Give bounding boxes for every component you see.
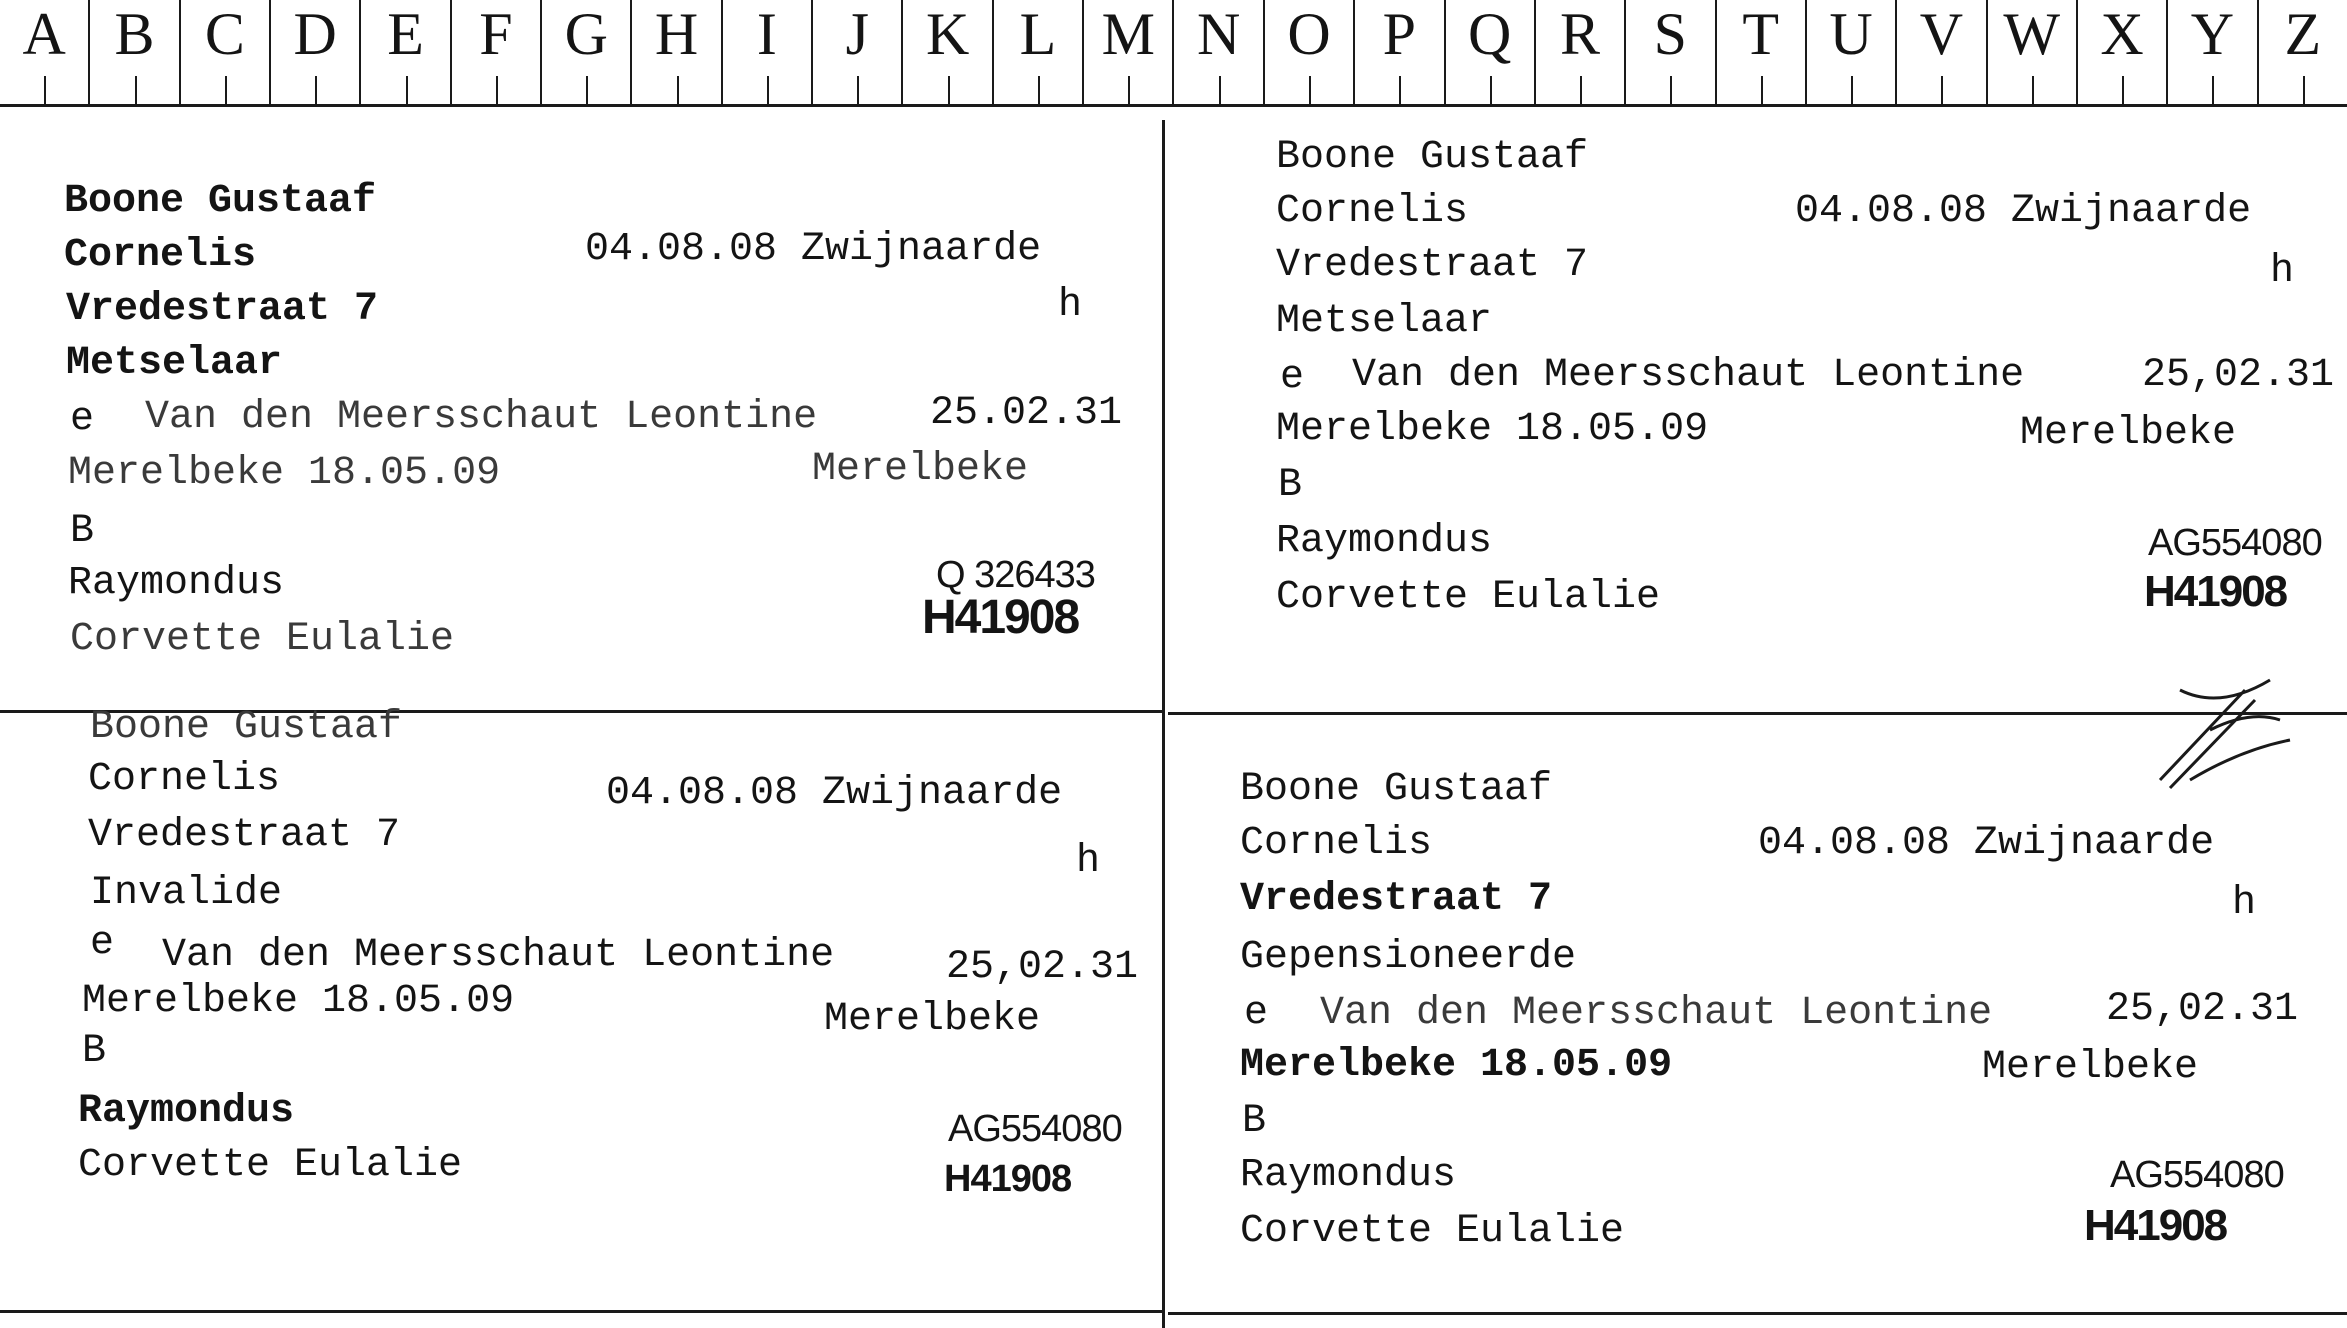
letter-v: V	[1895, 0, 1985, 104]
card-address: Vredestraat 7	[1276, 243, 1589, 288]
card-marriage-place: Merelbeke	[1982, 1045, 2199, 1090]
card-marriage-date: 25,02.31	[2106, 987, 2299, 1032]
letter-h: H	[630, 0, 720, 104]
letter-g: G	[540, 0, 630, 104]
letter-n: N	[1172, 0, 1262, 104]
card-surname: Boone Gustaaf	[1276, 135, 1589, 180]
card-code: AG554080	[948, 1108, 1122, 1150]
card-address: Vredestraat 7	[88, 813, 401, 858]
letter-k: K	[901, 0, 991, 104]
card-spouse-birth: Merelbeke 18.05.09	[82, 979, 515, 1024]
card-occupation: Gepensioneerde	[1240, 935, 1577, 980]
card-marker: h	[2232, 881, 2257, 926]
letter-f: F	[450, 0, 540, 104]
card-marriage-place: Merelbeke	[812, 447, 1029, 492]
card-birth: 04.08.08 Zwijnaarde	[1758, 821, 2215, 866]
card-mother: Corvette Eulalie	[1276, 575, 1661, 620]
card-spouse-prefix: e	[1280, 355, 1305, 400]
card-letter: B	[1278, 463, 1303, 508]
card-spouse-prefix: e	[1244, 991, 1269, 1036]
letter-b: B	[88, 0, 178, 104]
card-birth: 04.08.08 Zwijnaarde	[1795, 189, 2252, 234]
card-ref: H41908	[2084, 1201, 2227, 1250]
letter-c: C	[179, 0, 269, 104]
letter-u: U	[1805, 0, 1895, 104]
card-occupation: Invalide	[90, 871, 283, 916]
card-father: Raymondus	[68, 561, 285, 606]
alphabet-index	[0, 0, 2347, 104]
letter-i: I	[721, 0, 811, 104]
letter-a: A	[0, 0, 88, 104]
letter-q: Q	[1444, 0, 1534, 104]
card-marriage-place: Merelbeke	[824, 997, 1041, 1042]
letter-s: S	[1624, 0, 1714, 104]
card-spouse-prefix: e	[90, 921, 115, 966]
letter-r: R	[1534, 0, 1624, 104]
card-father: Raymondus	[1240, 1153, 1457, 1198]
card-spouse: Van den Meersschaut Leontine	[1320, 991, 1993, 1036]
card-letter: B	[1242, 1099, 1267, 1144]
card-mother: Corvette Eulalie	[1240, 1209, 1625, 1254]
card-spouse-prefix: e	[70, 397, 95, 442]
card-marker: h	[2270, 249, 2295, 294]
card-surname: Boone Gustaaf	[90, 705, 403, 750]
card-marriage-place: Merelbeke	[2020, 411, 2237, 456]
card-given-name: Cornelis	[64, 233, 257, 278]
card-mother: Corvette Eulalie	[70, 617, 455, 662]
card-surname: Boone Gustaaf	[64, 179, 377, 224]
letter-w: W	[1986, 0, 2076, 104]
letter-e: E	[359, 0, 449, 104]
card-spouse: Van den Meersschaut Leontine	[145, 395, 818, 440]
card-ref: H41908	[2144, 567, 2287, 616]
letter-l: L	[992, 0, 1082, 104]
letter-j: J	[811, 0, 901, 104]
card-ref: H41908	[922, 591, 1079, 644]
card-marriage-date: 25,02.31	[2142, 353, 2335, 398]
card-code: AG554080	[2148, 522, 2322, 564]
left-bottom-rule	[0, 1310, 1162, 1313]
letter-d: D	[269, 0, 359, 104]
card-marriage-date: 25.02.31	[930, 391, 1123, 436]
card-given-name: Cornelis	[1276, 189, 1469, 234]
header-rule	[0, 104, 2347, 107]
card-father: Raymondus	[1276, 519, 1493, 564]
card-mother: Corvette Eulalie	[78, 1143, 463, 1188]
card-occupation: Metselaar	[1276, 299, 1493, 344]
card-given-name: Cornelis	[1240, 821, 1433, 866]
card-spouse-birth: Merelbeke 18.05.09	[1276, 407, 1709, 452]
card-marriage-date: 25,02.31	[946, 945, 1139, 990]
card-letter: B	[82, 1029, 107, 1074]
card-letter: B	[70, 509, 95, 554]
letter-o: O	[1263, 0, 1353, 104]
card-ref: H41908	[944, 1158, 1072, 1200]
card-address: Vredestraat 7	[66, 287, 379, 332]
card-birth: 04.08.08 Zwijnaarde	[585, 227, 1042, 272]
letter-y: Y	[2166, 0, 2256, 104]
right-bottom-rule	[1168, 1312, 2347, 1315]
card-spouse-birth: Merelbeke 18.05.09	[1240, 1043, 1673, 1088]
card-code: AG554080	[2110, 1154, 2284, 1196]
card-spouse: Van den Meersschaut Leontine	[162, 933, 835, 978]
card-birth: 04.08.08 Zwijnaarde	[606, 771, 1063, 816]
letter-p: P	[1353, 0, 1443, 104]
handwritten-scribble-icon	[2150, 670, 2300, 800]
card-code: Q 326433	[936, 554, 1095, 596]
card-marker: h	[1076, 839, 1101, 884]
card-spouse: Van den Meersschaut Leontine	[1352, 353, 2025, 398]
card-surname: Boone Gustaaf	[1240, 767, 1553, 812]
center-divider	[1162, 120, 1165, 1328]
letter-z: Z	[2257, 0, 2347, 104]
card-father: Raymondus	[78, 1089, 295, 1134]
card-address: Vredestraat 7	[1240, 877, 1553, 922]
card-occupation: Metselaar	[66, 341, 283, 386]
letter-m: M	[1082, 0, 1172, 104]
card-given-name: Cornelis	[88, 757, 281, 802]
letter-x: X	[2076, 0, 2166, 104]
card-marker: h	[1058, 283, 1083, 328]
letter-t: T	[1715, 0, 1805, 104]
card-spouse-birth: Merelbeke 18.05.09	[68, 451, 501, 496]
